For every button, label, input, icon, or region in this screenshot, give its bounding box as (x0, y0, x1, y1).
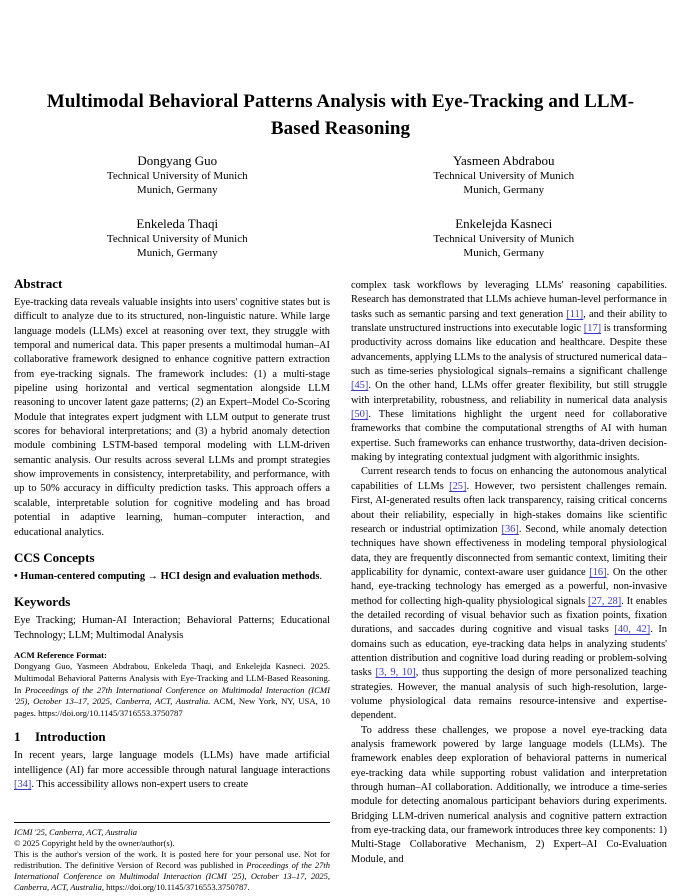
author-1 (14, 152, 341, 197)
left-column (14, 276, 330, 867)
acm-reference-heading: ACM Reference Format: (14, 649, 107, 660)
citation-link[interactable]: [50] (351, 409, 369, 421)
text-segment: This is the author's version of the work. It is posted here for your personal use. Not for redistribution. The definitive Version of Record was published in (14, 848, 330, 870)
citation-link[interactable]: [3, 9, 10] (375, 667, 416, 679)
introduction-heading (14, 729, 330, 745)
author-name: Dongyang Guo (137, 153, 218, 168)
acm-reference-text (14, 661, 330, 719)
abstract-text: Eye-tracking data reveals valuable insights into users' cognitive states but is difficult to analyze due to its structured, non-linguistic nature. While large language models (LLMs) excel at reasoning over text, they struggle with temporal and numerical data. This paper presents a multimodal human–AI collaborative framework designed to enhance cognitive pattern extraction from eye-tracking signals. The framework includes: (1) a multi-stage pipeline using horizontal and vertical segmentation alongside LLM reasoning to uncover latent gaze patterns; (2) an Expert–Model Co-Scoring Module that integrates expert judgment with LLM output to generate trust scores for behavioral interpretations; and (3) a hybrid anomaly detection module combining LSTM-based temporal modeling with LLM-driven semantic analysis. Our results across several LLMs and prompt strategies show improvements in consistency, interpretability, and performance, with up to 50% accuracy in difficulty prediction tasks. This approach offers a scalable, interpretable solution for cognitive modeling and has broad potential in adaptive learning, human–computer interaction, and educational analytics. (14, 297, 330, 538)
author-affiliation: Technical University of Munich (106, 170, 248, 182)
citation-link[interactable]: [25] (449, 480, 467, 492)
introduction-text: In recent years, large language models (LLMs) have made artificial intelligence (AI) far more accessible through natural language interactions [34]. This accessibility allows non-expert users to create (14, 750, 330, 791)
footnote-copyright: © 2025 Copyright held by the owner/author(s). (14, 837, 175, 848)
citation-link[interactable]: [40, 42] (614, 624, 651, 636)
right-column (351, 276, 667, 867)
author-2 (341, 152, 668, 197)
citation-link[interactable]: [11] (566, 308, 584, 320)
abstract-heading: Abstract (14, 276, 63, 291)
author-affiliation: Technical University of Munich (106, 233, 248, 245)
footnote-conference: ICMI '25, Canberra, ACT, Australia (14, 827, 137, 837)
author-location: Munich, Germany (136, 247, 218, 259)
author-grid (14, 152, 667, 260)
section-number: 1 (14, 729, 21, 745)
text-segment: Proceedings of the 27th International Conference on Multimodal Interaction (ICMI '25), October 13–17, 2025, Canberra, ACT, Australia (14, 859, 331, 892)
author-3 (14, 215, 341, 260)
citation-link[interactable]: [45] (351, 380, 369, 392)
section-title: Introduction (35, 729, 106, 745)
author-affiliation: Technical University of Munich (433, 170, 575, 182)
citation-link[interactable]: [34] (14, 779, 32, 791)
text-segment: ACM, New York, NY, USA, 10 pages. https://doi.org/10.1145/3716553.3750787 (14, 696, 330, 718)
author-affiliation: Technical University of Munich (433, 233, 575, 245)
citation-link[interactable]: [17] (583, 323, 602, 335)
text-segment: Dongyang Guo, Yasmeen Abdrabou, Enkeleda Thaqi, and Enkelejda Kasneci. 2025. Multimodal Behavioral Patterns Analysis with Eye-Tracking and LLM-Based Reasoning. In (14, 661, 330, 695)
keywords-text: Eye Tracking; Human-AI Interaction; Behavioral Patterns; Educational Technology; LLM; Multimodal Analysis (14, 615, 330, 641)
body-paragraph: Current research tends to focus on enhancing the autonomous analytical capabilities of LLMs [25]. However, two persistent challenges remain. First, AI-generated results often lack transparency, raising critical concerns about their reliability, especially in high-stakes domains like scientific research or industrial optimization [36]. Second, while anomaly detection techniques have shown effectiveness in modeling temporal physiological data, they are frequently disconnected from semantic context, limiting their applicability for dynamic, context-aware user guidance [16]. On the other hand, eye-tracking technology has emerged as a powerful, non-invasive method for collecting high-quality physiological signals [27, 28]. It enables the detailed recording of visual behavior such as fixation points, fixation durations, and saccades during cognitive and visual tasks [40, 42]. In domains such as education, eye-tracking data helps in analyzing students' attention distribution and cognitive load during reading or problem-solving tasks [3, 9, 10], thus supporting the design of more personalized teaching strategies. However, the manual analysis of such high-resolution, large-volume physiological data remains resource-intensive and expertise-dependent. (351, 466, 667, 722)
author-4 (341, 215, 668, 260)
author-location: Munich, Germany (463, 247, 545, 259)
body-paragraph: complex task workflows by leveraging LLMs' reasoning capabilities. Research has demonstrated that LLMs achieve human-level performance in tasks such as semantic parsing and text generation [11], and their ability to translate unstructured instructions into executable logic [17] is transforming productivity across domains like education and healthcare. Despite these advancements, applying LLMs to the analysis of structured numerical data–such as time-series physiological signals–remains a significant challenge [45]. On the other hand, LLMs offer greater flexibility, but still struggle with interpretability, robustness, and reliability in numerical data analysis [50]. These limitations highlight the urgent need for collaborative frameworks that combine the computational strengths of AI with human expertise. Such frameworks can enhance trustworthy, data-driven decision-making by integrating contextual judgment with algorithmic insights. (351, 280, 668, 464)
author-location: Munich, Germany (136, 184, 218, 196)
paper-title: Multimodal Behavioral Patterns Analysis with Eye-Tracking and LLM-Based Reasoning (46, 91, 635, 139)
text-segment: . (319, 570, 322, 582)
author-name: Enkelejda Kasneci (455, 216, 553, 231)
author-name: Yasmeen Abdrabou (452, 153, 555, 168)
citation-link[interactable]: [36] (501, 523, 519, 535)
two-column-body (14, 276, 667, 867)
text-segment: , https://doi.org/10.1145/3716553.3750787. (101, 881, 250, 892)
keywords-heading: Keywords (14, 594, 71, 610)
author-location: Munich, Germany (463, 184, 545, 196)
citation-link[interactable]: [27, 28] (588, 595, 622, 607)
footnote-version-note (14, 849, 330, 893)
citation-link[interactable]: [16] (589, 566, 607, 578)
copyright-footnote (14, 822, 330, 892)
text-segment: Proceedings of the 27th International Conference on Multimodal Interaction (ICMI '25), October 13–17, 2025, Canberra, ACT, Australia. (14, 684, 330, 707)
body-paragraph: To address these challenges, we propose a novel eye-tracking data analysis framework powered by large language models (LLMs). The framework enables deep exploration of behavioral patterns in numerical eye-tracking data while supporting robust validation and interpretation through human–AI collaboration. Additionally, we introduce a time-series module for detecting anomalous participant behaviors during experiments. Bridging LLM-driven numerical analysis and cognitive pattern extraction from eye-tracking data, our framework introduces three key components: 1) Multi-Stage Collaborative Mechanism, 2) Expert–AI Co-Evaluation Module, and (351, 724, 667, 865)
text-segment: • Human-centered computing → HCI design and evaluation methods (14, 570, 320, 582)
ccs-heading: CCS Concepts (14, 549, 95, 565)
ccs-concepts-text (14, 570, 330, 584)
author-name: Enkeleda Thaqi (136, 216, 219, 231)
